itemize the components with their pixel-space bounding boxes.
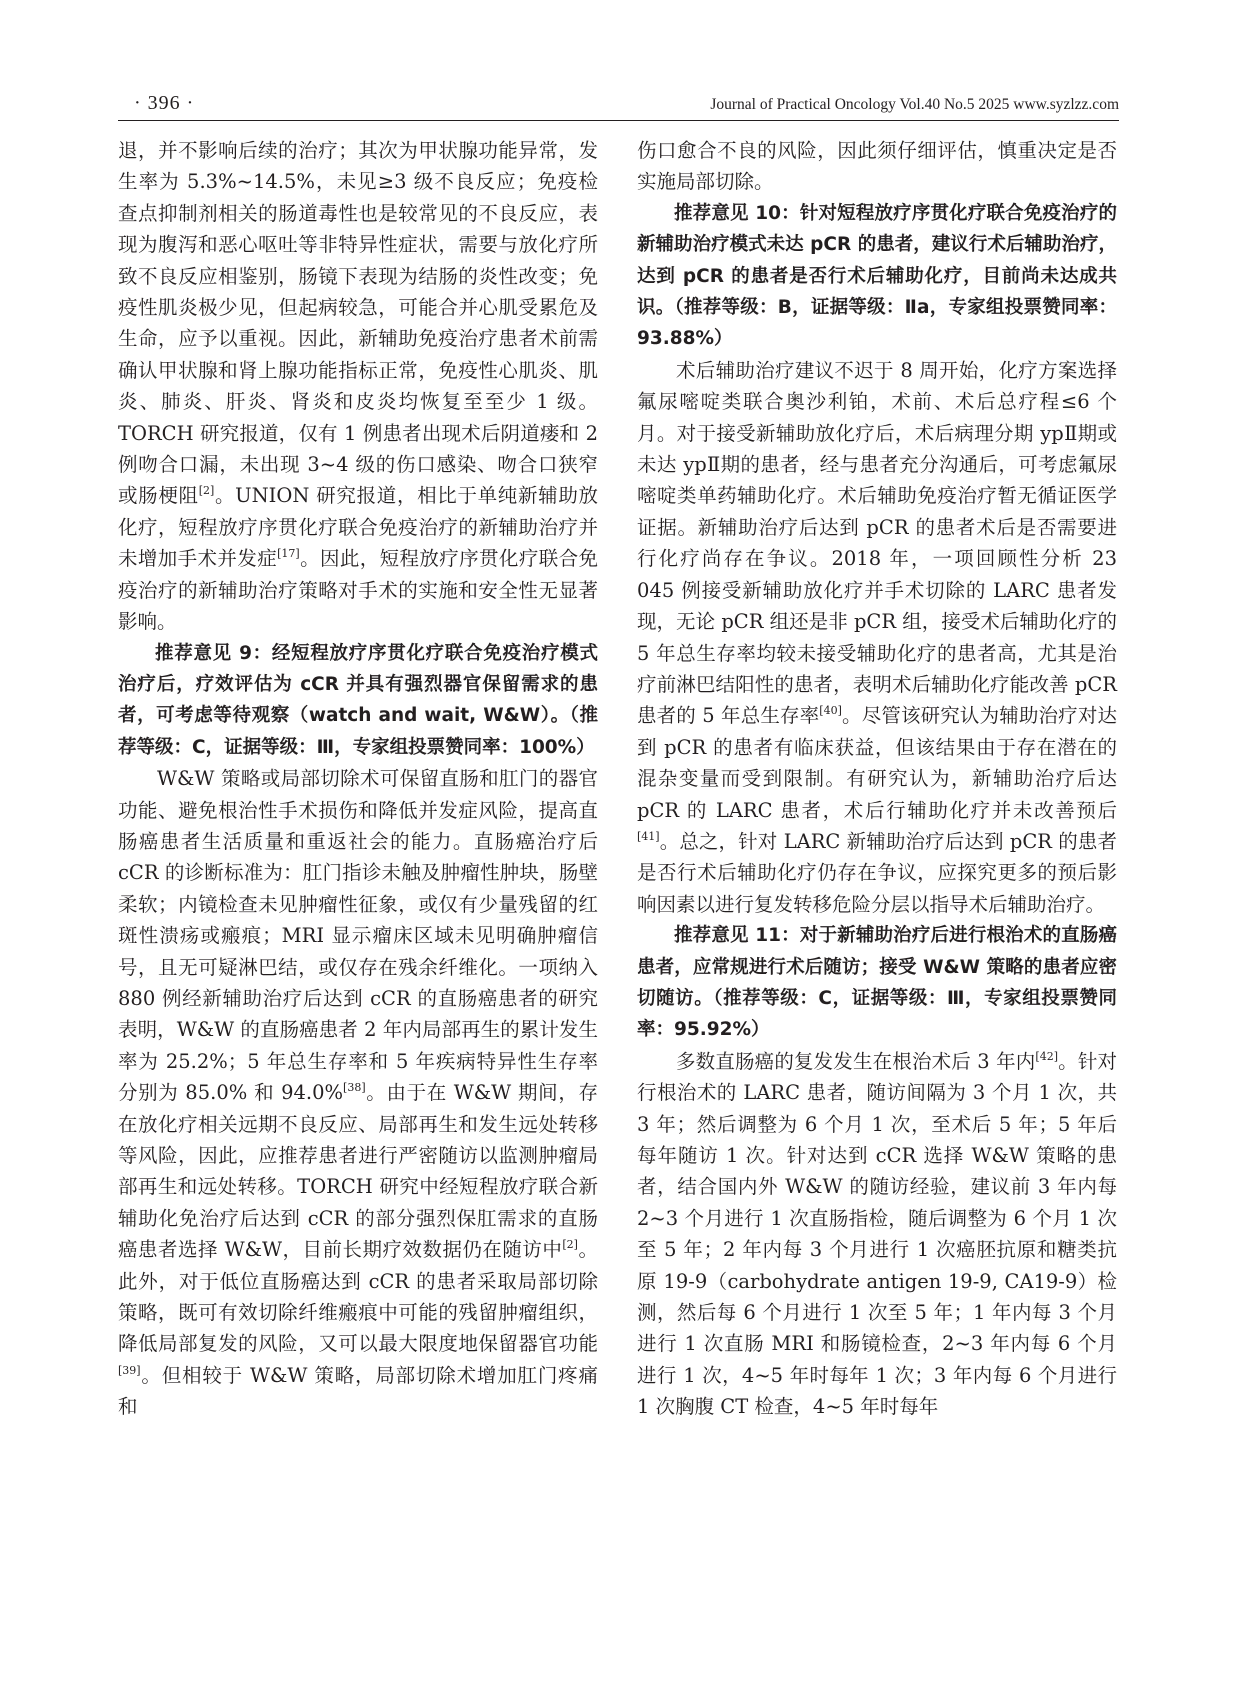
left-column	[118, 135, 598, 1423]
text: 多数直肠癌的复发发生在根治术后 3 年内	[676, 1049, 1036, 1073]
text: 。此外，对于低位直肠癌达到 cCR 的患者采取局部切除策略，既可有效切除纤维瘢痕中可能的残留肿瘤组织，降低局部复发的风险，又可以最大限度地保留器官功能	[118, 1238, 598, 1356]
citation-ref: [38]	[343, 1081, 366, 1095]
citation-ref: [2]	[198, 484, 215, 498]
paragraph-immune-adverse-events	[118, 135, 598, 638]
citation-ref: [17]	[277, 547, 300, 561]
recommendation-9: 推荐意见 9：经短程放疗序贯化疗联合免疫治疗模式治疗后，疗效评估为 cCR 并具有强烈器官保留需求的患者，可考虑等待观察（watch and wait, W&W）。（推荐等级：C，证据等级：Ⅲ，专家组投票赞同率：100%）	[118, 642, 598, 758]
citation-ref: [40]	[819, 704, 842, 718]
paragraph-follow-up	[637, 1046, 1117, 1423]
text: W&W 策略或局部切除术可保留直肠和肛门的器官功能、避免根治性手术损伤和降低并发症风险，提高直肠癌患者生活质量和重返社会的能力。直肠癌治疗后 cCR 的诊断标准为：肛门指诊未触及肿瘤性肿块，肠壁柔软；内镜检查未见肿瘤性征象，或仅有少量残留的红斑性溃疡或瘢痕；MRI 显示瘤床区域未见明确肿瘤信号，且无可疑淋巴结，或仅存在残余纤维化。一项纳入 880 例经新辅助治疗后达到 cCR 的直肠癌患者的研究表明，W&W 的直肠癌患者 2 年内局部再生的累计发生率为 25.2%；5 年总生存率和 5 年疾病特异性生存率分别为 85.0% 和 94.0%	[118, 767, 598, 1105]
page-number: · 396 ·	[134, 92, 195, 114]
journal-citation: Journal of Practical Oncology Vol.40 No.5 2025 www.syzlzz.com	[710, 96, 1119, 113]
header-rule	[118, 120, 1119, 121]
text: 。尽管该研究认为辅助治疗对达到 pCR 的患者有临床获益，但该结果由于存在潜在的混杂变量而受到限制。有研究认为，新辅助治疗后达 pCR 的 LARC 患者，术后行辅助化疗并未改善预后	[637, 704, 1117, 822]
right-column	[637, 135, 1117, 1423]
text: 。由于在 W&W 期间，存在放化疗相关远期不良反应、局部再生和发生远处转移等风险，因此，应推荐患者进行严密随访以监测肿瘤局部再生和远处转移。TORCH 研究中经短程放疗联合新辅助化免治疗后达到 cCR 的部分强烈保肛需求的直肠癌患者选择 W&W，目前长期疗效数据仍在随访中	[118, 1081, 598, 1262]
text: 。因此，短程放疗序贯化疗联合免疫治疗的新辅助治疗策略对手术的实施和安全性无显著影响。	[118, 547, 598, 634]
recommendation-10: 推荐意见 10：针对短程放疗序贯化疗联合免疫治疗的新辅助治疗模式未达 pCR 的患者，建议行术后辅助治疗，达到 pCR 的患者是否行术后辅助化疗，目前尚未达成共识。（推荐等级：B，证据等级：Ⅱa，专家组投票赞同率：93.88%）	[637, 202, 1117, 350]
text: 。UNION 研究报道，相比于单纯新辅助放化疗，短程放疗序贯化疗联合免疫治疗的新辅助治疗并未增加手术并发症	[118, 484, 598, 571]
text: 。总之，针对 LARC 新辅助治疗后达到 pCR 的患者是否行术后辅助化疗仍存在争议，应探究更多的预后影响因素以进行复发转移危险分层以指导术后辅助治疗。	[637, 829, 1117, 916]
text: 术后辅助治疗建议不迟于 8 周开始，化疗方案选择氟尿嘧啶类联合奥沙利铂，术前、术后总疗程≤6 个月。对于接受新辅助放化疗后，术后病理分期 ypⅡ期或未达 ypⅡ期的患者，经与患者充分沟通后，可考虑氟尿嘧啶类单药辅助化疗。术后辅助免疫治疗暂无循证医学证据。新辅助治疗后达到 pCR 的患者术后是否需要进行化疗尚存在争议。2018 年，一项回顾性分析 23 045 例接受新辅助放化疗并手术切除的 LARC 患者发现，无论 pCR 组还是非 pCR 组，接受术后辅助化疗的 5 年总生存率均较未接受辅助化疗的患者高，尤其是治疗前淋巴结阳性的患者，表明术后辅助化疗能改善 pCR 患者的 5 年总生存率	[637, 358, 1117, 728]
citation-ref: [42]	[1035, 1049, 1058, 1063]
citation-ref: [41]	[637, 829, 660, 843]
paragraph-local-excision-continued: 伤口愈合不良的风险，因此须仔细评估，慎重决定是否实施局部切除。	[637, 139, 1117, 194]
citation-ref: [39]	[118, 1363, 141, 1377]
text: 。但相较于 W&W 策略，局部切除术增加肛门疼痛和	[118, 1363, 598, 1419]
recommendation-11: 推荐意见 11：对于新辅助治疗后进行根治术的直肠癌患者，应常规进行术后随访；接受 W&W 策略的患者应密切随访。（推荐等级：C，证据等级：Ⅲ，专家组投票赞同率：95.92%）	[637, 925, 1117, 1041]
paragraph-adjuvant-therapy	[637, 355, 1117, 920]
paragraph-watch-and-wait	[118, 763, 598, 1423]
running-header	[118, 92, 1119, 122]
text: 。针对行根治术的 LARC 患者，随访间隔为 3 个月 1 次，共 3 年；然后调整为 6 个月 1 次，至术后 5 年；5 年后每年随访 1 次。针对达到 cCR 选择 W&W 策略的患者，结合国内外 W&W 的随访经验，建议前 3 年内每 2~3 个月进行 1 次直肠指检，随后调整为 6 个月 1 次至 5 年；2 年内每 3 个月进行 1 次癌胚抗原和糖类抗原 19-9（carbohydrate antigen 19-9, CA19-9）检测，然后每 6 个月进行 1 次至 5 年；1 年内每 3 个月进行 1 次直肠 MRI 和肠镜检查，2~3 年内每 6 个月进行 1 次，4~5 年时每年 1 次；3 年内每 6 个月进行 1 次胸腹 CT 检查，4~5 年时每年	[637, 1049, 1117, 1419]
text: 退，并不影响后续的治疗；其次为甲状腺功能异常，发生率为 5.3%~14.5%，未见≥3 级不良反应；免疫检查点抑制剂相关的肠道毒性也是较常见的不良反应，表现为腹泻和恶心呕吐等非特异性症状，需要与放化疗所致不良反应相鉴别，肠镜下表现为结肠的炎性改变；免疫性肌炎极少见，但起病较急，可能合并心肌受累危及生命，应予以重视。因此，新辅助免疫治疗患者术前需确认甲状腺和肾上腺功能指标正常，免疫性心肌炎、肌炎、肺炎、肝炎、肾炎和皮炎均恢复至至少 1 级。TORCH 研究报道，仅有 1 例患者出现术后阴道瘘和 2 例吻合口漏，未出现 3~4 级的伤口感染、吻合口狭窄或肠梗阻	[118, 139, 598, 508]
citation-ref: [2]	[562, 1238, 578, 1252]
